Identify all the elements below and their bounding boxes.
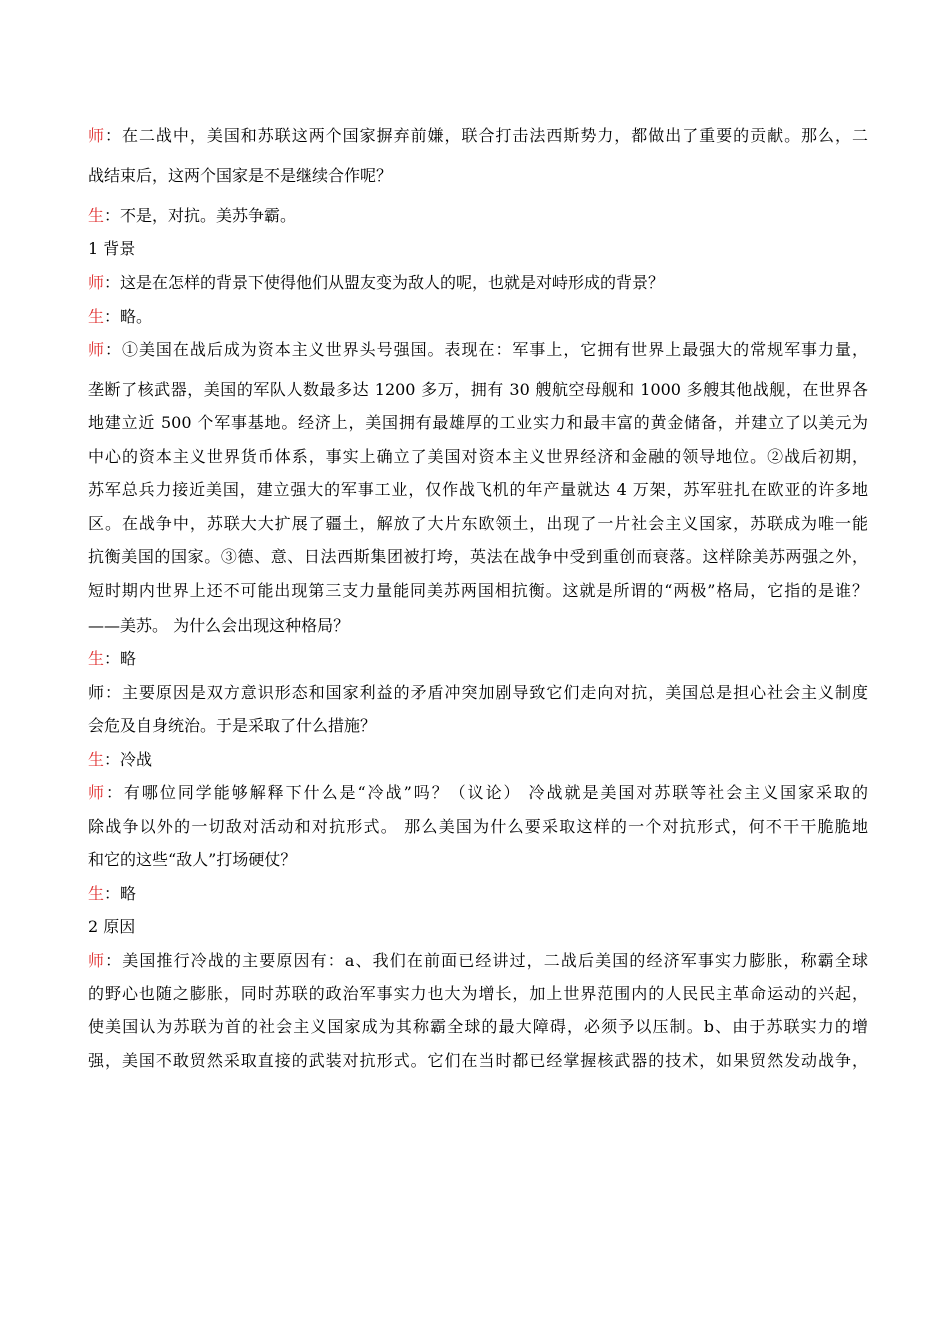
text-line <box>88 273 868 293</box>
text-line <box>88 750 868 770</box>
line-text: ：在二战中，美国和苏联这两个国家摒弃前嫌，联合打击法西斯势力，都做出了重要的贡献。那么，二 <box>104 126 868 145</box>
text-line <box>88 616 868 636</box>
speaker-label: 师 <box>88 683 105 702</box>
line-text: 区。在战争中，苏联大大扩展了疆土，解放了大片东欧领土，出现了一片社会主义国家，苏联成为唯一能 <box>88 514 868 533</box>
line-text: ：略 <box>104 649 137 668</box>
speaker-label: 师 <box>88 126 105 145</box>
text-line <box>88 340 868 360</box>
line-text: 苏军总兵力接近美国，建立强大的军事工业，仅作战飞机的年产量就达 4 万架，苏军驻扎在欧亚的许多地 <box>88 480 868 499</box>
speaker-label: 师 <box>88 783 106 802</box>
speaker-label: 师 <box>88 340 105 359</box>
line-text: ——美苏。 为什么会出现这种格局？ <box>88 616 350 635</box>
line-text: ：冷战 <box>104 750 153 769</box>
line-text: 2 原因 <box>88 917 136 936</box>
text-line <box>88 850 868 870</box>
speaker-label: 生 <box>88 750 105 769</box>
line-text: 垄断了核武器，美国的军队人数最多达 1200 多万，拥有 30 艘航空母舰和 1000 多艘其他战舰，在世界各 <box>88 380 868 399</box>
text-line <box>88 1051 868 1071</box>
text-line <box>88 413 868 433</box>
text-line <box>88 166 868 186</box>
text-line <box>88 514 868 534</box>
text-line <box>88 206 868 226</box>
text-line <box>88 984 868 1004</box>
text-line <box>88 547 868 567</box>
line-text: ：略 <box>104 884 137 903</box>
text-line <box>88 1017 868 1037</box>
line-text: ：略。 <box>104 307 153 326</box>
line-text: 抗衡美国的国家。③德、意、日法西斯集团被打垮，英法在战争中受到重创而衰落。这样除美苏两强之外， <box>88 547 868 566</box>
line-text: ：美国推行冷战的主要原因有：a、我们在前面已经讲过，二战后美国的经济军事实力膨胀，称霸全球 <box>105 951 868 970</box>
text-line <box>88 447 868 467</box>
text-line <box>88 239 868 259</box>
line-text: 会危及自身统治。于是采取了什么措施？ <box>88 716 377 735</box>
text-line <box>88 581 868 601</box>
line-text: 使美国认为苏联为首的社会主义国家成为其称霸全球的最大障碍，必须予以压制。b、由于苏联实力的增 <box>88 1017 868 1036</box>
line-text: ：不是，对抗。美苏争霸。 <box>104 206 297 225</box>
text-line <box>88 683 868 703</box>
line-text: 短时期内世界上还不可能出现第三支力量能同美苏两国相抗衡。这就是所谓的“两极”格局，它指的是谁？ <box>88 581 868 600</box>
text-line <box>88 917 868 937</box>
text-line <box>88 480 868 500</box>
line-text: ：主要原因是双方意识形态和国家利益的矛盾冲突加剧导致它们走向对抗，美国总是担心社会主义制度 <box>104 683 868 702</box>
text-line <box>88 126 868 146</box>
line-text: ：有哪位同学能够解释下什么是“冷战”吗？（议论） 冷战就是美国对苏联等社会主义国家采取的 <box>105 783 868 802</box>
text-line <box>88 951 868 971</box>
text-line <box>88 716 868 736</box>
text-line <box>88 817 868 837</box>
speaker-label: 生 <box>88 206 105 225</box>
speaker-label: 生 <box>88 307 105 326</box>
line-text: 1 背景 <box>88 239 136 258</box>
line-text: 中心的资本主义世界货币体系，事实上确立了美国对资本主义世界经济和金融的领导地位。②战后初期， <box>88 447 868 466</box>
speaker-label: 师 <box>88 951 106 970</box>
text-line <box>88 649 868 669</box>
line-text: 除战争以外的一切敌对活动和对抗形式。 那么美国为什么要采取这样的一个对抗形式，何不干干脆脆地 <box>88 817 868 836</box>
line-text: 地建立近 500 个军事基地。经济上，美国拥有最雄厚的工业实力和最丰富的黄金储备，并建立了以美元为 <box>88 413 868 432</box>
text-line <box>88 783 868 803</box>
speaker-label: 师 <box>88 273 105 292</box>
line-text: 强，美国不敢贸然采取直接的武装对抗形式。它们在当时都已经掌握核武器的技术，如果贸然发动战争， <box>88 1051 868 1070</box>
text-line <box>88 380 868 400</box>
speaker-label: 生 <box>88 649 105 668</box>
speaker-label: 生 <box>88 884 105 903</box>
line-text: 战结束后，这两个国家是不是继续合作呢？ <box>88 166 393 185</box>
line-text: 的野心也随之膨胀，同时苏联的政治军事实力也大为增长，加上世界范围内的人民民主革命运动的兴起， <box>88 984 868 1003</box>
line-text: 和它的这些“敌人”打场硬仗？ <box>88 850 297 869</box>
line-text: ：这是在怎样的背景下使得他们从盟友变为敌人的呢，也就是对峙形成的背景？ <box>104 273 665 292</box>
line-text: ：①美国在战后成为资本主义世界头号强国。表现在：军事上，它拥有世界上最强大的常规军事力量， <box>104 340 868 359</box>
text-line <box>88 307 868 327</box>
text-line <box>88 884 868 904</box>
